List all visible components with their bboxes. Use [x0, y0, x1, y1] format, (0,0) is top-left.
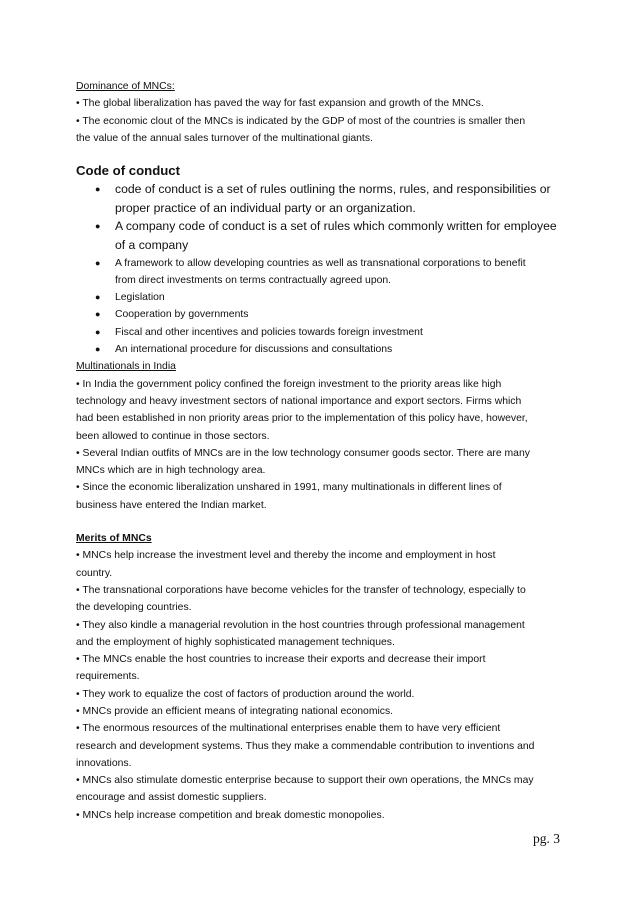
paragraph-line: • The global liberalization has paved the way for fast expansion and growth of the MNCs.	[76, 98, 484, 110]
paragraph-line: the developing countries.	[76, 602, 192, 614]
bullet-text: Legislation	[115, 292, 165, 304]
paragraph-line: the value of the annual sales turnover of the multinational giants.	[76, 132, 373, 144]
section-heading-dominance: Dominance of MNCs:	[76, 81, 175, 92]
paragraph-line: technology and heavy investment sectors of national importance and export sectors. Firms which	[76, 395, 522, 407]
paragraph-line: innovations.	[76, 757, 132, 769]
paragraph-line: • The MNCs enable the host countries to increase their exports and decrease their import	[76, 654, 486, 666]
bullet-dot-icon: ●	[95, 326, 101, 337]
section-heading-code-of-conduct: Code of conduct	[76, 163, 181, 179]
bullet-dot-icon: ●	[95, 184, 101, 195]
paragraph-line: • The economic clout of the MNCs is indicated by the GDP of most of the countries is smaller then	[76, 115, 526, 127]
bullet-text: proper practice of an individual party or an organization.	[115, 200, 416, 215]
bullet-item	[76, 306, 566, 323]
bullet-text: code of conduct is a set of rules outlining the norms, rules, and responsibilities or	[115, 182, 551, 197]
paragraph-line: been allowed to continue in those sectors.	[76, 430, 270, 442]
bullet-item	[76, 217, 566, 254]
paragraph-line: • Since the economic liberalization unshared in 1991, many multinationals in different lines of	[76, 482, 502, 494]
bullet-dot-icon: ●	[95, 257, 101, 268]
paragraph-line: research and development systems. Thus they make a commendable contribution to inventions and	[76, 740, 535, 752]
bullet-text: A company code of conduct is a set of rules which commonly written for employee	[115, 219, 557, 234]
bullet-item	[76, 289, 566, 306]
paragraph-line: requirements.	[76, 671, 140, 683]
paragraph-line: • The transnational corporations have become vehicles for the transfer of technology, especially to	[76, 584, 526, 596]
bullet-dot-icon: ●	[95, 344, 101, 355]
section-heading-multinationals-india: Multinationals in India	[76, 361, 176, 373]
bullet-dot-icon: ●	[95, 221, 101, 232]
paragraph-line: • MNCs provide an efficient means of integrating national economics.	[76, 705, 394, 717]
bullet-dot-icon: ●	[95, 309, 101, 320]
paragraph-line: • They work to equalize the cost of factors of production around the world.	[76, 688, 415, 700]
paragraph-line: • Several Indian outfits of MNCs are in the low technology consumer goods sector. There are many	[76, 447, 530, 459]
bullet-item	[76, 180, 566, 217]
spacer	[76, 514, 566, 530]
bullet-item	[76, 341, 566, 358]
paragraph-line: business have entered the Indian market.	[76, 499, 267, 511]
bullet-item	[76, 324, 566, 341]
page-number: pg. 3	[533, 831, 560, 846]
paragraph-line: country.	[76, 567, 113, 579]
paragraph-line: • They also kindle a managerial revolution in the host countries through professional management	[76, 619, 525, 631]
paragraph-line: • MNCs also stimulate domestic enterprise because to support their own operations, the MNCs may	[76, 775, 534, 787]
paragraph-line: MNCs which are in high technology area.	[76, 465, 266, 477]
bullet-text: A framework to allow developing countries as well as transnational corporations to benefit	[115, 257, 526, 269]
bullet-text: Cooperation by governments	[115, 309, 249, 321]
paragraph-line: had been established in non priority areas prior to the implementation of this policy have, however,	[76, 413, 528, 425]
paragraph-line: • The enormous resources of the multinational enterprises enable them to have very efficient	[76, 723, 501, 735]
paragraph-line: and the employment of highly sophisticated management techniques.	[76, 636, 395, 648]
bullet-item	[76, 255, 566, 290]
bullet-text: from direct investments on terms contractually agreed upon.	[115, 274, 392, 286]
paragraph-line: • MNCs help increase competition and break domestic monopolies.	[76, 809, 385, 821]
bullet-text: Fiscal and other incentives and policies towards foreign investment	[115, 326, 423, 338]
bullet-text: An international procedure for discussions and consultations	[115, 344, 393, 356]
bullet-dot-icon: ●	[95, 292, 101, 303]
paragraph-line: encourage and assist domestic suppliers.	[76, 792, 267, 804]
section-heading-merits: Merits of MNCs	[76, 533, 152, 545]
bullet-text: of a company	[115, 237, 189, 252]
paragraph-line: • MNCs help increase the investment level and thereby the income and employment in host	[76, 550, 496, 562]
document-page	[76, 78, 566, 824]
paragraph-line: • In India the government policy confined the foreign investment to the priority areas like high	[76, 378, 502, 390]
